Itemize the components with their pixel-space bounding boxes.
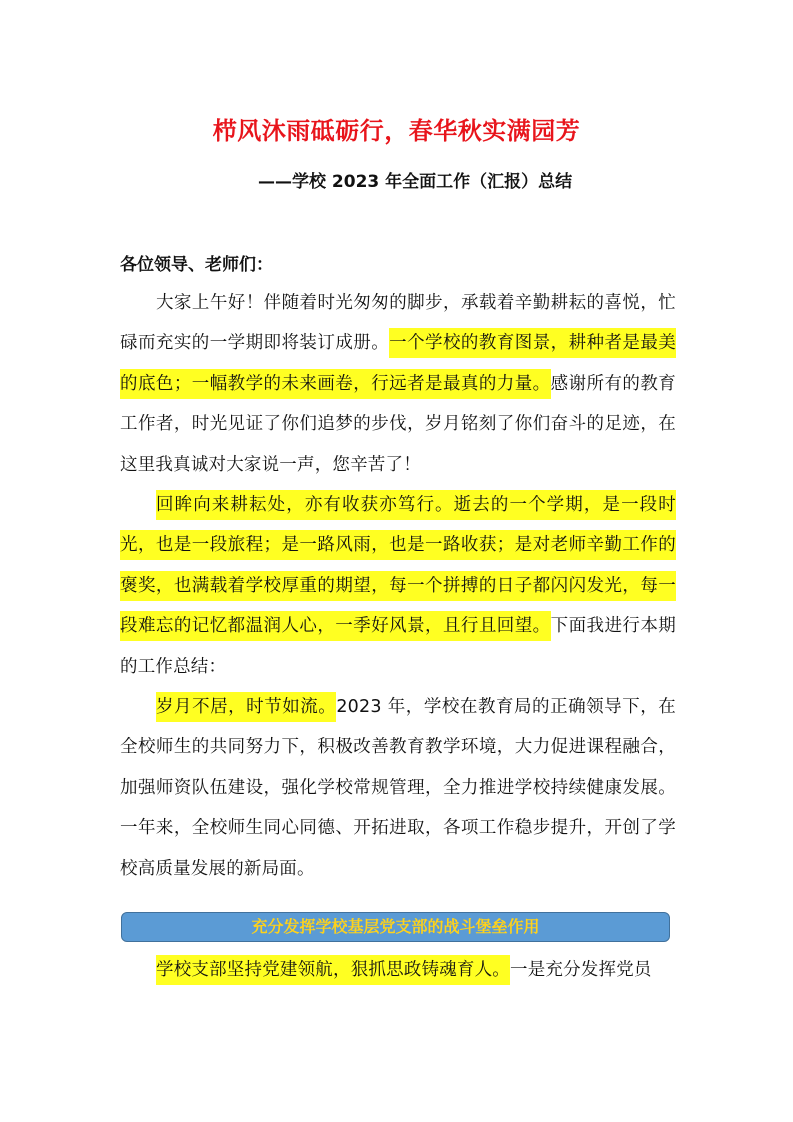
- paragraph-greeting: [120, 283, 676, 485]
- paragraph-text: 一是充分发挥党员: [510, 960, 652, 980]
- highlighted-text: 回眸向来耕耘处，亦有收获亦笃行。逝去的一个学期，是一段时光，也是一段旅程；是一路风雨，也是一路收获；是对老师辛勤工作的褒奖，也满载着学校厚重的期望，每一个拼搏的日子都闪闪发光，每一段难忘的记忆都温润人心，一季好风景，且行且回望。: [120, 495, 676, 637]
- paragraph-text: 2023 年，学校在教育局的正确领导下，在全校师生的共同努力下，积极改善教育教学环境，大力促进课程融合，加强师资队伍建设，强化学校常规管理，全力推进学校持续健康发展。一年来，全校师生同心同德、开拓进取，各项工作稳步提升，开创了学校高质量发展的新局面。: [120, 697, 676, 879]
- paragraph-text: 感谢所有的教育工作者，时光见证了你们追梦的步伐，岁月铭刻了你们奋斗的足迹，在这里我真诚对大家说一声，您辛苦了！: [120, 373, 676, 475]
- highlighted-text: 岁月不居，时节如流。: [156, 697, 337, 717]
- paragraph-text: 下面我进行本期的工作总结：: [120, 616, 676, 677]
- document-subtitle: ——学校 2023 年全面工作（汇报）总结: [258, 172, 573, 192]
- salutation: 各位领导、老师们：: [120, 255, 273, 275]
- highlighted-text: 学校支部坚持党建领航，狠抓思政铸魂育人。: [156, 960, 510, 980]
- section-heading-text: 充分发挥学校基层党支部的战斗堡垒作用: [251, 917, 540, 936]
- paragraph-overview: [120, 687, 676, 889]
- highlighted-text: 一个学校的教育图景，耕种者是最美的底色；一幅教学的未来画卷，行远者是最真的力量。: [120, 333, 677, 394]
- document-title: 栉风沐雨砥砺行，春华秋实满园芳: [212, 117, 581, 145]
- paragraph-review: [120, 485, 676, 687]
- paragraph-text: 大家上午好！伴随着时光匆匆的脚步，承载着辛勤耕耘的喜悦，忙碌而充实的一学期即将装订成册。: [120, 293, 676, 354]
- paragraph-party-building: [120, 950, 676, 990]
- section-heading-bar: [121, 912, 670, 942]
